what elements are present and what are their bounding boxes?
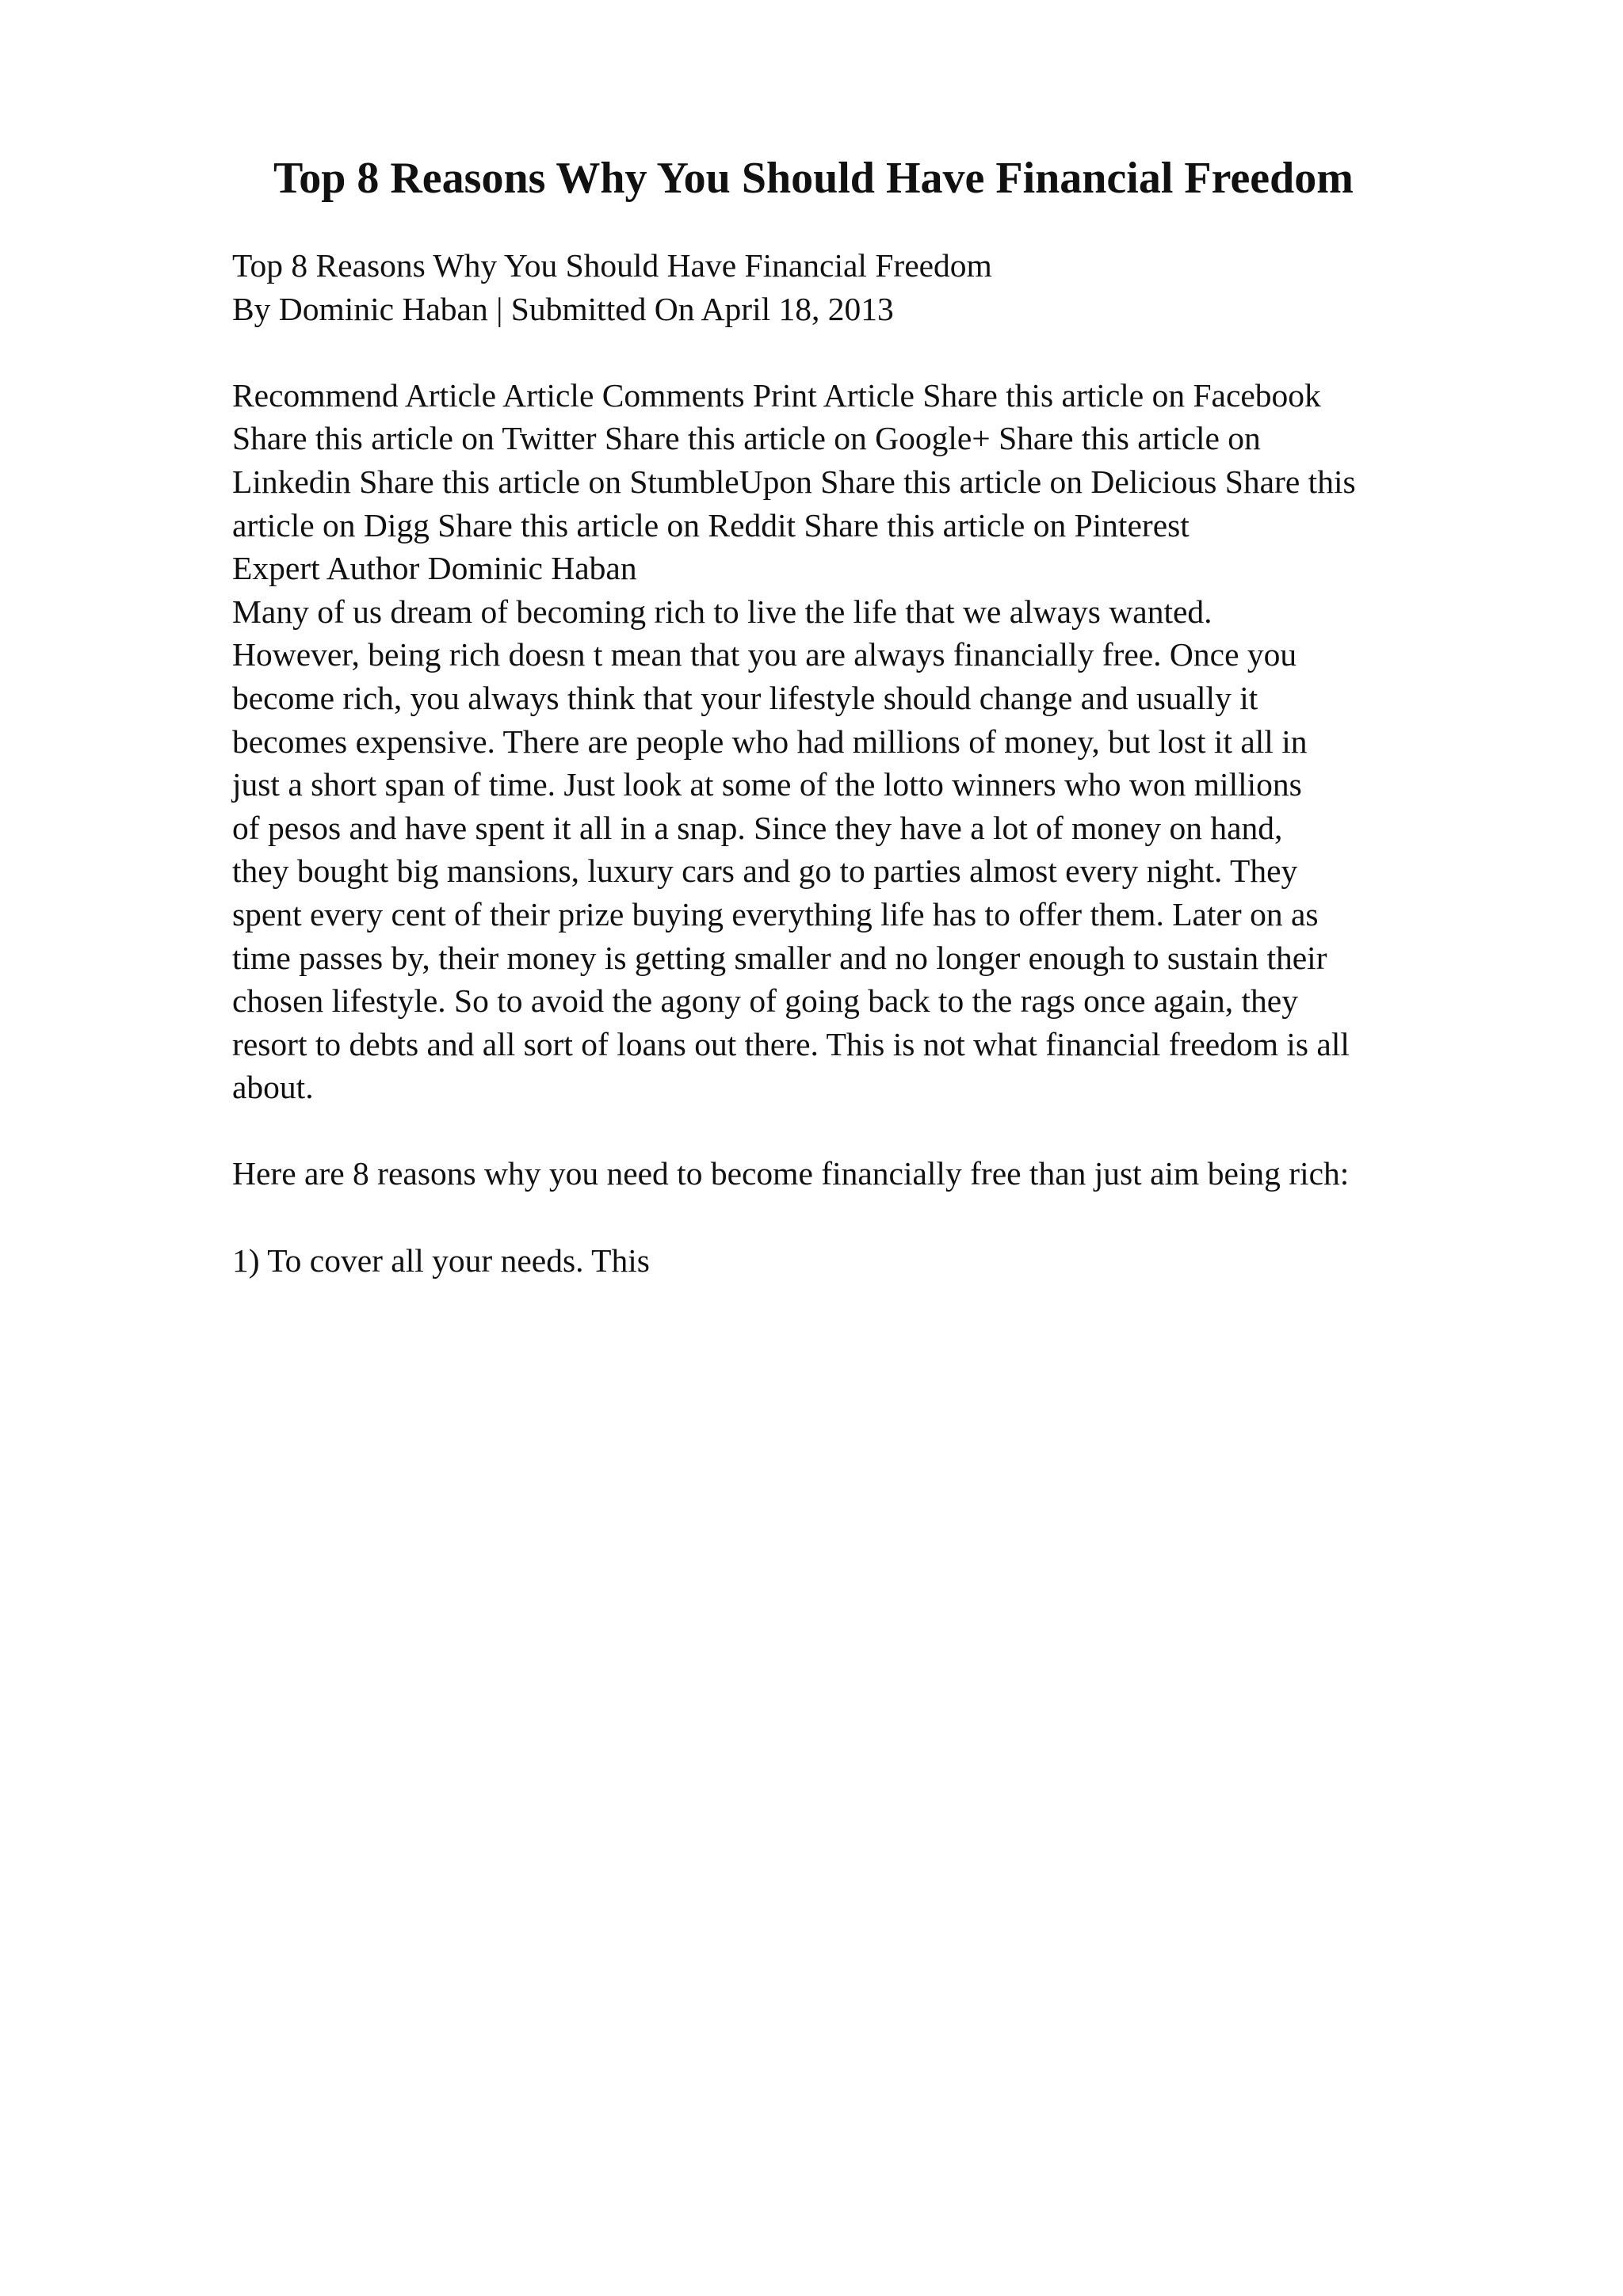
paragraph-line: they bought big mansions, luxury cars and go to parties almost every night. They: [232, 852, 1298, 890]
share-links-line: Recommend Article Article Comments Print Article Share this article on Facebook: [232, 376, 1321, 414]
paragraph-line: become rich, you always think that your lifestyle should change and usually it: [232, 679, 1258, 716]
share-links-line: article on Digg Share this article on Reddit Share this article on Pinterest: [232, 506, 1190, 543]
spacer: [232, 330, 1540, 374]
reasons-intro: Here are 8 reasons why you need to become financially free than just aim being rich:: [232, 1155, 1350, 1192]
reason-item: 1) To cover all your needs. This: [232, 1241, 650, 1279]
paragraph-line: chosen lifestyle. So to avoid the agony of going back to the rags once again, they: [232, 982, 1298, 1020]
paragraph-line: just a short span of time. Just look at some of the lotto winners who won millions: [232, 766, 1302, 803]
paragraph-line: resort to debts and all sort of loans out there. This is not what financial freedom is all: [232, 1025, 1350, 1062]
paragraph-line: becomes expensive. There are people who had millions of money, but lost it all in: [232, 723, 1308, 760]
intro-paragraph: [232, 590, 1540, 1109]
paragraph-line: about.: [232, 1069, 314, 1106]
paragraph-line: spent every cent of their prize buying everything life has to offer them. Later on as: [232, 895, 1319, 933]
share-links-line: Linkedin Share this article on StumbleUpon Share this article on Delicious Share this: [232, 463, 1356, 500]
article-byline: By Dominic Haban | Submitted On April 18, 2013: [232, 290, 894, 327]
article-subtitle: Top 8 Reasons Why You Should Have Financial Freedom: [232, 247, 992, 284]
article-body: [232, 244, 1540, 1282]
paragraph-line: Many of us dream of becoming rich to live the life that we always wanted.: [232, 593, 1212, 630]
spacer: [232, 1109, 1540, 1153]
paragraph-line: time passes by, their money is getting smaller and no longer enough to sustain their: [232, 939, 1327, 976]
expert-author: Expert Author Dominic Haban: [232, 550, 637, 587]
page-title: Top 8 Reasons Why You Should Have Financial Freedom: [273, 154, 1354, 203]
share-links-block: [232, 374, 1540, 547]
paragraph-line: of pesos and have spent it all in a snap. Since they have a lot of money on hand,: [232, 809, 1283, 846]
share-links-line: Share this article on Twitter Share this article on Google+ Share this article on: [232, 420, 1261, 457]
paragraph-line: However, being rich doesn t mean that you are always financially free. Once you: [232, 636, 1297, 673]
spacer: [232, 1196, 1540, 1239]
